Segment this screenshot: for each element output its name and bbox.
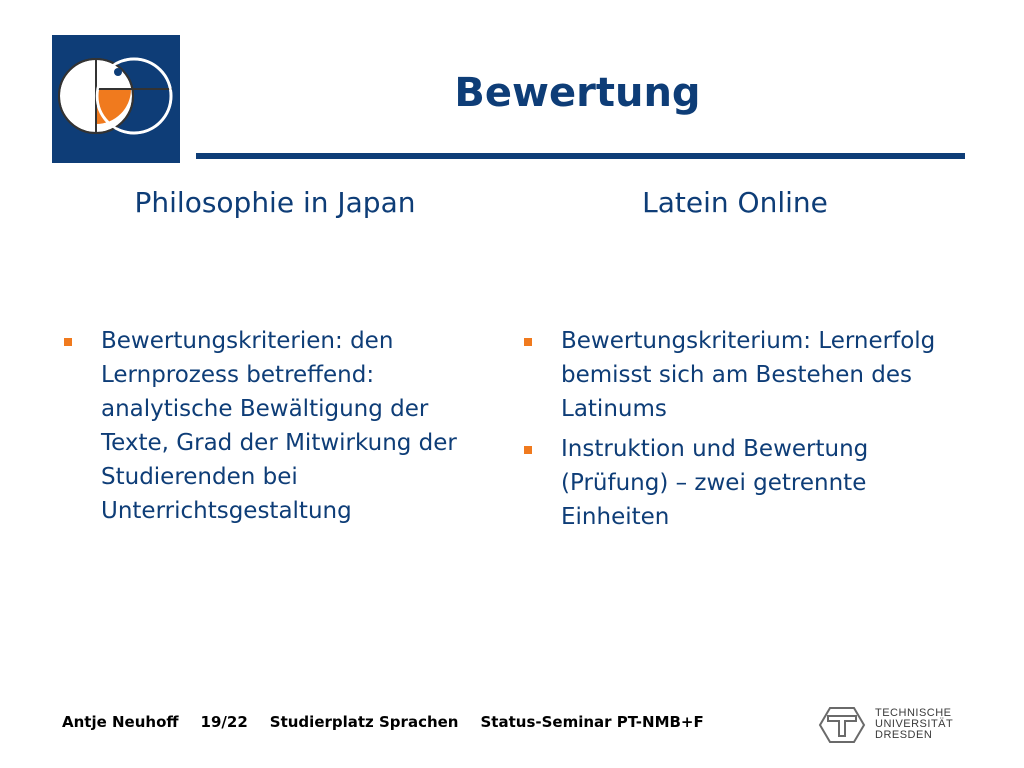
slide-footer [62,713,726,731]
university-name-line: DRESDEN [875,729,933,741]
university-logo [818,706,968,746]
list-item [522,432,942,534]
slide-title: Bewertung [454,70,701,116]
footer-event: Status-Seminar PT-NMB+F [480,713,704,731]
bullet-icon [524,338,532,346]
bullet-list-left [62,324,482,534]
bullet-text: Bewertungskriterien: den Lernprozess betreffend: analytische Bewältigung der Texte, Grad der Mitwirkung der Studierenden bei Unterrichtsgestaltung [101,328,457,524]
list-item [62,324,482,528]
title-divider [196,153,965,159]
column-heading-right: Latein Online [642,186,828,219]
bullet-text: Instruktion und Bewertung (Prüfung) – zwei getrennte Einheiten [561,436,869,530]
bullet-icon [524,446,532,454]
bullet-list-right [522,324,942,540]
bullet-icon [64,338,72,346]
footer-project: Studierplatz Sprachen [269,713,459,731]
list-item [522,324,942,426]
university-name-line: TECHNISCHE [875,707,952,719]
column-heading-left: Philosophie in Japan [134,186,416,219]
footer-author: Antje Neuhoff [62,713,179,731]
footer-page-number: 19/22 [200,713,248,731]
tu-dresden-emblem-icon [818,706,866,744]
university-name [875,708,953,741]
university-name-line: UNIVERSITÄT [875,718,954,730]
bullet-text: Bewertungskriterium: Lernerfolg bemisst sich am Bestehen des Latinums [561,328,936,422]
